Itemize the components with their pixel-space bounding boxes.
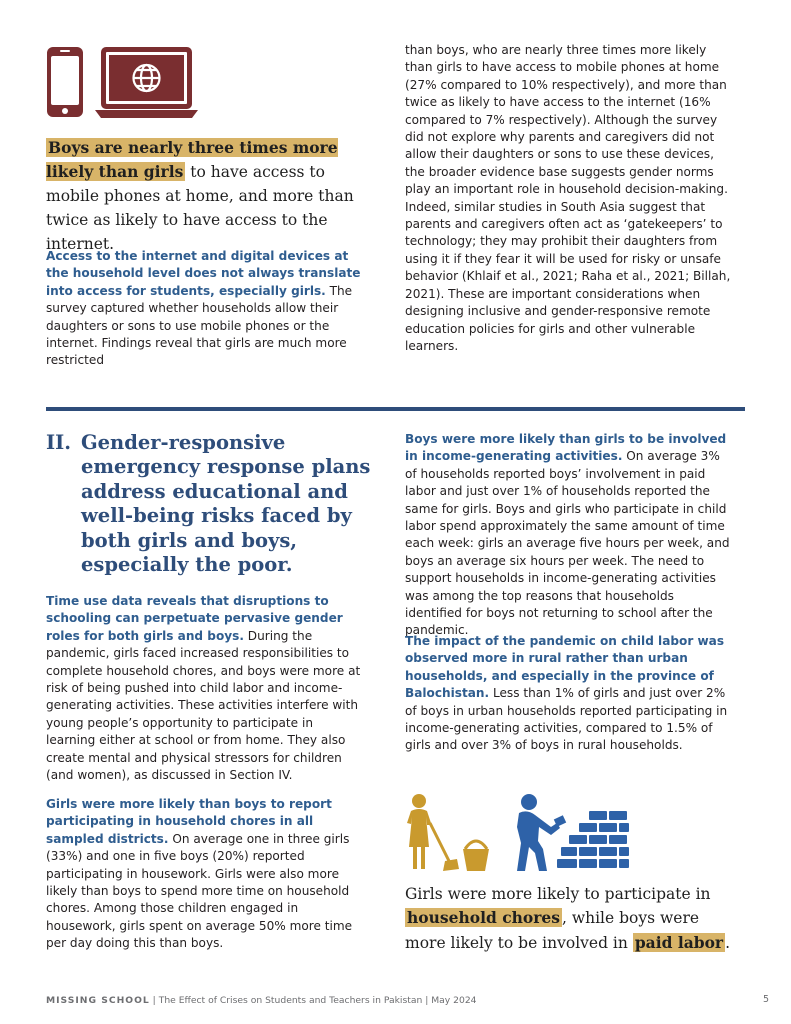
paragraph-text: On average one in three girls (33%) and one in five boys (20%) reported participating in housework. Girls were also more likely than boys to spend more time on household chores. Among those children engaged in housework, girls spent on average 50% more time per day doing this than boys.: [46, 831, 353, 951]
callout-highlight-labor: paid labor: [634, 932, 724, 952]
bottom-callout: [405, 883, 735, 955]
paragraph-child-labor: [405, 633, 731, 755]
page-footer: [46, 995, 477, 1006]
paragraph-household-chores: [46, 796, 364, 953]
top-callout: [46, 136, 366, 256]
paragraph-text: than boys, who are nearly three times more likely than girls to have access to mobile phones at home (27% compared to 10% respectively), and more than twice as likely to have access to the internet (16% compared to 7% respectively). Although the survey did not explore why parents and caregivers did not allow their daughters or sons to use these devices, the broader evidence base suggests gender norms play an important role in household decision-making. Indeed, similar studies in South Asia suggest that parents and caregivers often act as ‘gatekeepers’ to technology; they may prohibit their daughters from using it if they fear it will be used for risky or unsafe behavior (Khlaif et al., 2021; Raha et al., 2021; Billah, 2021). These are important considerations when designing inclusive and gender-responsive remote education policies for girls and other vulnerable learners.: [405, 43, 731, 353]
section-title: Gender-responsive emergency response plans address educational and well-being risks faced by both girls and boys, especially the poor.: [81, 431, 371, 577]
callout-text: .: [725, 933, 731, 952]
paragraph-time-use: [46, 593, 364, 784]
paragraph-text: During the pandemic, girls faced increased responsibilities to complete household chores, and boys were more at risk of being pushed into child labor and income-generating activities. These activities interfere with young people’s opportunity to participate in learning either at school or from home. They also create mental and physical stressors for children (and women), as discussed in Section IV.: [46, 628, 361, 783]
paragraph-lead: Girls were more likely than boys to report participating in household chores in all sampled districts.: [46, 797, 332, 846]
callout-text: to have access to mobile phones at home, and more than twice as likely to have access to the internet.: [46, 163, 354, 253]
girl-sweeping-icon: [405, 793, 491, 873]
section-number: II.: [46, 431, 72, 454]
callout-highlight: Boys are nearly three times more likely than girls: [46, 138, 338, 181]
paragraph-income-generating: [405, 431, 731, 640]
callout-text: , while boys were more likely to be involved in: [405, 909, 700, 952]
laptop-globe-icon: [95, 46, 198, 119]
callout-highlight-chores: household chores: [407, 908, 560, 928]
paragraph-continued: [405, 42, 731, 355]
paragraph-text: On average 3% of households reported boys’ involvement in paid labor and just over 1% of households reported the same for girls. Boys and girls who participate in child labor spend approximately the same amount of time each week: girls an average five hours per week, and boys an average six hours per week. The need to support households in income-generating activities was among the top reasons that households identified for boys not returning to school after the pandemic.: [405, 449, 730, 638]
page-number: 5: [763, 994, 770, 1005]
paragraph-lead: Time use data reveals that disruptions to schooling can perpetuate pervasive gender roles for both girls and boys.: [46, 594, 343, 643]
paragraph-lead: The impact of the pandemic on child labor was observed more in rural rather than urban households, and especially in the province of Balochistan.: [405, 634, 725, 701]
footer-text: | The Effect of Crises on Students and Teachers in Pakistan | May 2024: [149, 995, 477, 1006]
paragraph-text: Less than 1% of girls and just over 2% of boys in urban households reported participating in income-generating activities, compared to 1.5% of girls and over 3% of boys in rural households.: [405, 686, 728, 753]
section-divider: [46, 407, 745, 411]
paragraph-text: The survey captured whether households allow their daughters or sons to use mobile phones or the internet. Findings reveal that girls are much more restricted: [46, 283, 353, 368]
callout-text: Girls were more likely to participate in: [405, 885, 711, 903]
mobile-phone-icon: [46, 46, 84, 118]
paragraph-lead: Boys were more likely than girls to be involved in income-generating activities.: [405, 432, 727, 464]
paragraph-internet-access: [46, 248, 364, 370]
footer-brand: MISSING SCHOOL: [46, 995, 150, 1006]
paragraph-lead: Access to the internet and digital devices at the household level does not always translate into access for students, especially girls.: [46, 249, 361, 298]
boy-building-wall-icon: [505, 793, 631, 873]
